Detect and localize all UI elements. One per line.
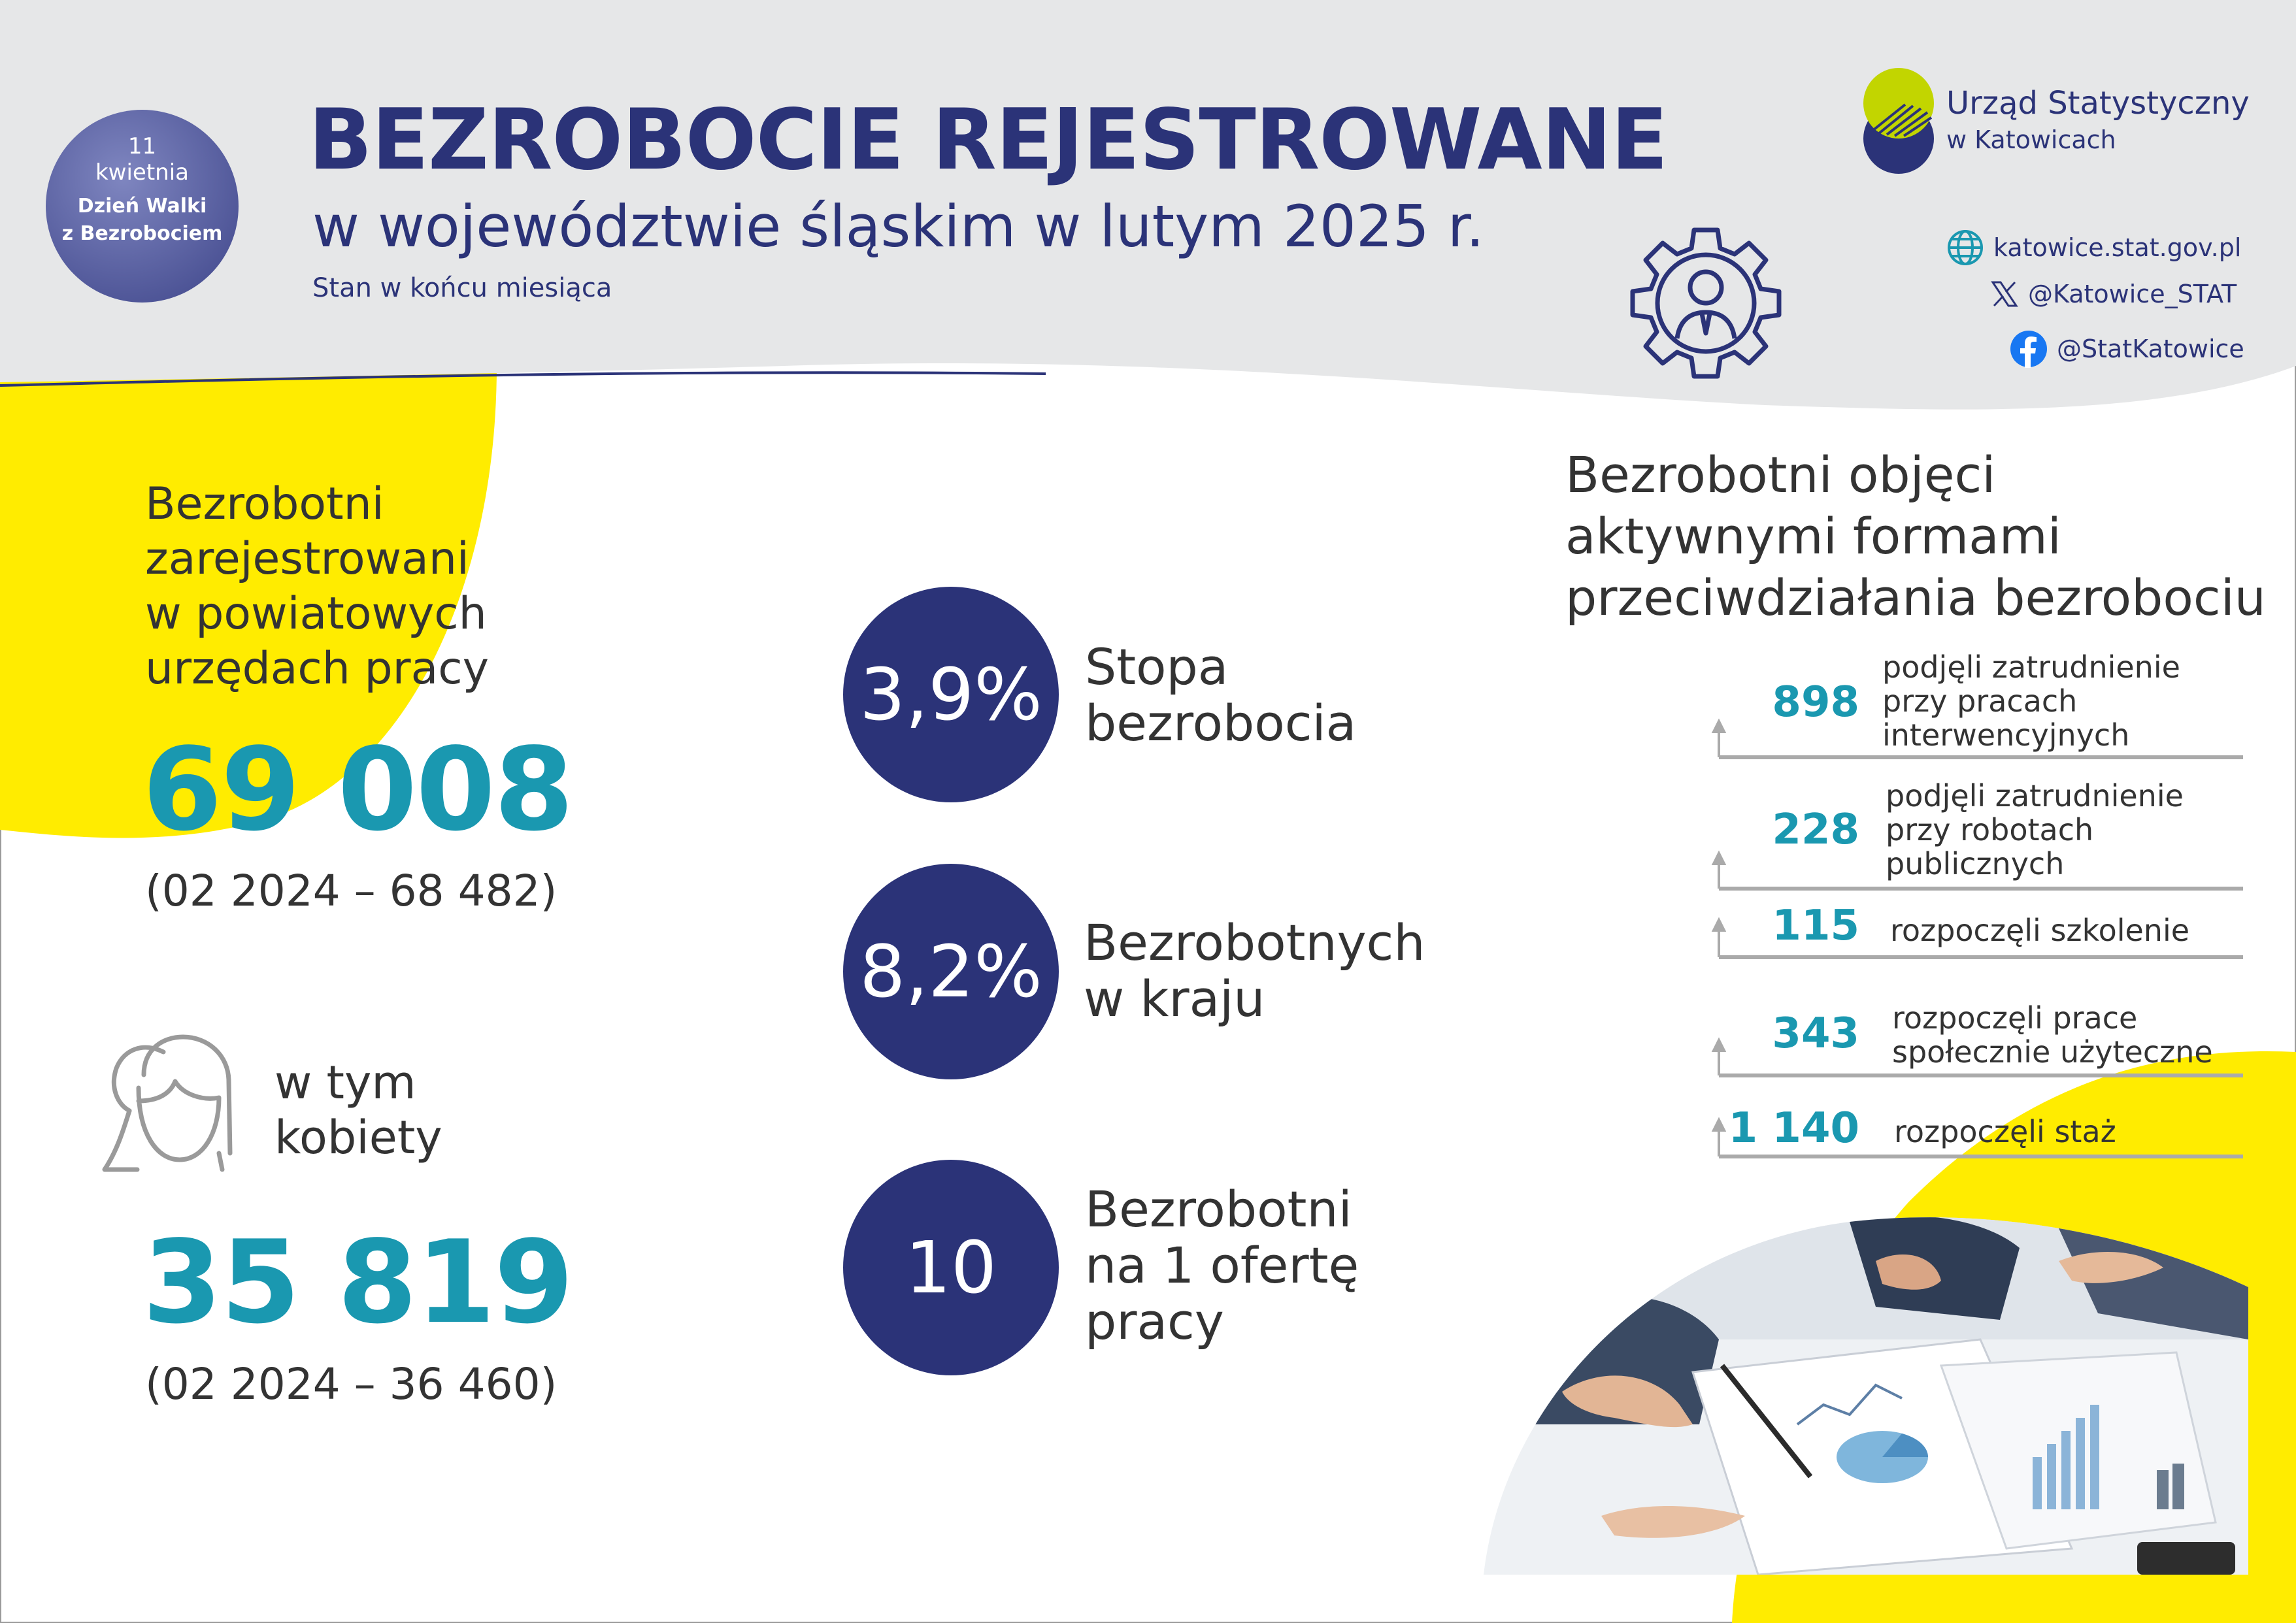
- gear-person-icon: [1621, 222, 1791, 392]
- active-item-value: 898: [1772, 678, 1859, 727]
- organization-city: w Katowicach: [1946, 125, 2116, 154]
- active-item-label: [1892, 1001, 2213, 1069]
- active-item-value: 1 140: [1728, 1104, 1859, 1153]
- organization-name: Urząd Statystyczny: [1946, 85, 2250, 122]
- unemployment-rate-label: [1085, 639, 1356, 751]
- national-share-label: [1084, 915, 1425, 1027]
- active-item-label-line: rozpoczęli staż: [1894, 1114, 2116, 1149]
- registered-heading-line: urzędach pracy: [145, 643, 489, 695]
- facebook-text: @StatKatowice: [2057, 335, 2244, 363]
- per-offer-circle: [843, 1160, 1059, 1375]
- woman-icon: [98, 1029, 248, 1179]
- active-item-value: 343: [1772, 1009, 1859, 1058]
- unemployment-rate-label-line: bezrobocia: [1085, 694, 1357, 752]
- active-forms-heading-line: aktywnymi formami: [1565, 507, 2061, 565]
- active-item-label-line: publicznych: [1886, 846, 2065, 881]
- per-offer-label: [1085, 1181, 1359, 1350]
- active-item-label: [1882, 650, 2180, 752]
- unemployment-rate-value: 3,9%: [859, 653, 1042, 736]
- per-offer-label-line: pracy: [1085, 1292, 1224, 1351]
- registered-previous: (02 2024 – 68 482): [145, 866, 557, 916]
- badge-event-line1: Dzień Walki: [77, 195, 207, 218]
- per-offer-value: 10: [905, 1226, 997, 1309]
- page-title: BEZROBOCIE REJESTROWANE: [308, 91, 1668, 189]
- national-share-label-line: w kraju: [1084, 970, 1265, 1028]
- active-item-label: [1894, 1115, 2116, 1149]
- x-twitter-icon: [1990, 280, 2019, 308]
- page-subtitle: w województwie śląskim w lutym 2025 r.: [312, 193, 1484, 260]
- active-forms-heading-line: przeciwdziałania bezrobociu: [1565, 568, 2266, 627]
- women-previous: (02 2024 – 36 460): [145, 1359, 557, 1409]
- registered-heading-line: w powiatowych: [145, 588, 487, 640]
- national-share-circle: [843, 864, 1059, 1079]
- women-value: 35 819: [142, 1217, 573, 1349]
- twitter-link[interactable]: [1990, 280, 2237, 308]
- registered-heading-line: zarejestrowani: [145, 533, 469, 585]
- active-item-label: [1890, 913, 2189, 947]
- website-text: katowice.stat.gov.pl: [1993, 233, 2242, 262]
- active-item-label-line: rozpoczęli prace: [1892, 1000, 2138, 1036]
- twitter-text: @Katowice_STAT: [2028, 280, 2237, 308]
- registered-heading: [145, 477, 489, 697]
- badge-event-line2: z Bezrobociem: [61, 222, 223, 245]
- active-item-label-line: podjęli zatrudnienie: [1886, 778, 2184, 813]
- active-item-label-line: interwencyjnych: [1882, 717, 2130, 753]
- status-note: Stan w końcu miesiąca: [312, 273, 612, 303]
- badge-date-number: 11: [127, 133, 157, 159]
- registered-value: 69 008: [142, 724, 573, 857]
- business-meeting-photo: [1484, 1209, 2248, 1575]
- active-item-label-line: przy pracach: [1882, 683, 2078, 719]
- per-offer-label-line: na 1 ofertę: [1085, 1236, 1359, 1294]
- active-item-label: [1886, 779, 2184, 881]
- women-heading-line: w tym: [275, 1056, 416, 1109]
- active-item-value: 115: [1772, 902, 1859, 950]
- active-item-label-line: społecznie użyteczne: [1892, 1034, 2213, 1070]
- national-share-value: 8,2%: [859, 930, 1042, 1013]
- badge-date-month: kwietnia: [95, 159, 190, 186]
- registered-heading-line: Bezrobotni: [145, 478, 384, 530]
- active-item-label-line: rozpoczęli szkolenie: [1890, 913, 2190, 948]
- unemployment-rate-circle: [843, 587, 1059, 802]
- website-link[interactable]: [1946, 229, 2241, 267]
- facebook-link[interactable]: [2010, 330, 2244, 368]
- per-offer-label-line: Bezrobotni: [1085, 1180, 1352, 1238]
- active-forms-heading: [1565, 444, 2266, 629]
- active-item-label-line: przy robotach: [1886, 812, 2094, 847]
- gus-logo: [1853, 65, 1951, 176]
- active-forms-heading-line: Bezrobotni objęci: [1565, 446, 1996, 504]
- women-heading: [275, 1055, 442, 1165]
- women-heading-line: kobiety: [275, 1111, 442, 1164]
- national-share-label-line: Bezrobotnych: [1084, 913, 1425, 972]
- active-item-value: 228: [1772, 806, 1859, 854]
- unemployment-rate-label-line: Stopa: [1085, 638, 1229, 696]
- facebook-icon: [2010, 330, 2048, 368]
- active-item-label-line: podjęli zatrudnienie: [1882, 649, 2180, 685]
- event-badge: [46, 110, 239, 303]
- globe-icon: [1946, 229, 1984, 267]
